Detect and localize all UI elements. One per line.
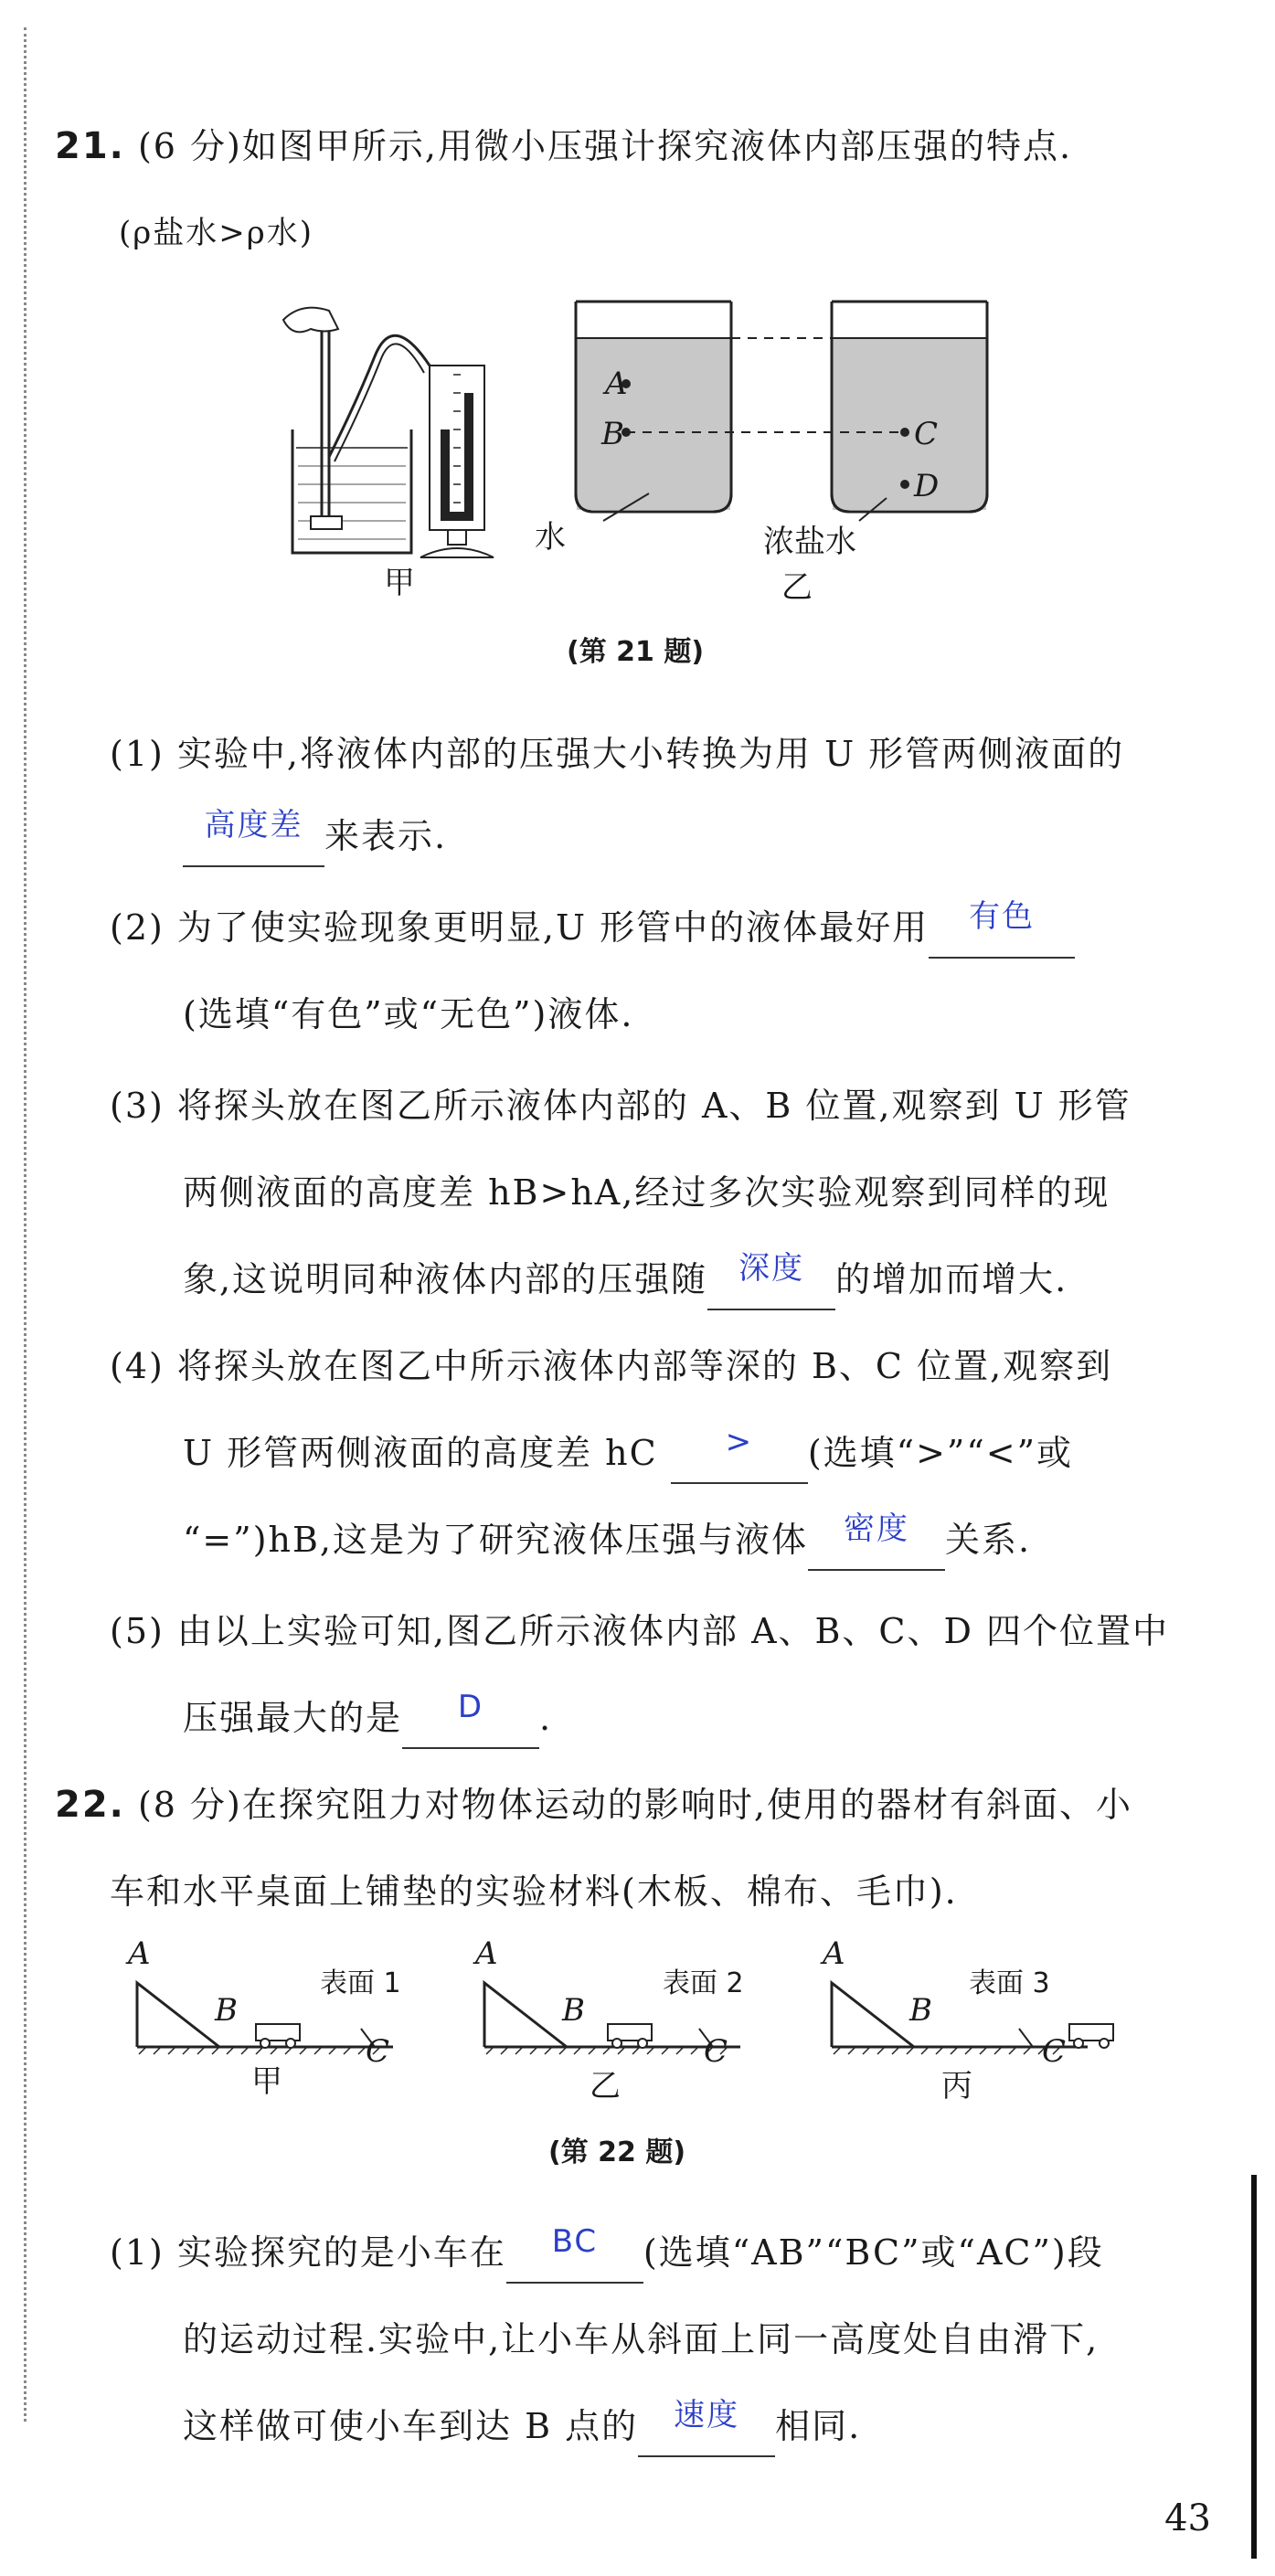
q21-part3-answer: 深度 xyxy=(707,1254,835,1310)
q21-part4-line1: (4) 将探头放在图乙中所示液体内部等深的 B、C 位置,观察到 xyxy=(110,1346,1113,1386)
fig-yi-point-a: A xyxy=(605,366,628,402)
ramp-bing-b: B xyxy=(909,1992,932,2029)
figure-jia-pressure-gauge xyxy=(274,292,512,567)
q21-stem: 如图甲所示,用微小压强计探究液体内部压强的特点. xyxy=(241,126,1073,166)
q21-number: 21. xyxy=(55,125,125,167)
q21-part3-line2: 两侧液面的高度差 hB>hA,经过多次实验观察到同样的现 xyxy=(183,1172,1110,1213)
q21-score: (6 分) xyxy=(137,126,242,166)
q21-header xyxy=(55,119,1072,174)
q22-part1-line1: (1) 实验探究的是小车在 BC (选填“AB”“BC”或“AC”)段 xyxy=(110,2225,1104,2284)
fig-yi-label: 乙 xyxy=(781,569,813,606)
q21-density-note: (ρ盐水>ρ水) xyxy=(119,215,313,251)
fig-yi-point-c: C xyxy=(914,416,939,452)
figure-yi-containers xyxy=(548,292,1060,530)
q22-score: (8 分) xyxy=(137,1785,242,1825)
q21-part5-answer: D xyxy=(402,1692,539,1749)
fig-yi-water-label: 水 xyxy=(535,519,566,556)
q21-part1-line2: 高度差 来表示. xyxy=(183,809,447,867)
ramp-jia-a: A xyxy=(128,1935,151,1972)
ramp-yi-label: 乙 xyxy=(590,2068,621,2104)
left-dotted-margin xyxy=(24,27,27,2422)
q21-part4-answer2: 密度 xyxy=(808,1514,945,1571)
q22-part1-line2: 的运动过程.实验中,让小车从斜面上同一高度处自由滑下, xyxy=(183,2319,1100,2359)
q22-stem-line1: 在探究阻力对物体运动的影响时,使用的器材有斜面、小 xyxy=(241,1785,1132,1825)
q22-header xyxy=(55,1777,1132,1832)
q21-part5-line2: 压强最大的是 D . xyxy=(183,1691,552,1749)
ramp-jia-b: B xyxy=(215,1992,238,2029)
ramp-bing-c: C xyxy=(1042,2033,1067,2070)
ramp-yi-b: B xyxy=(562,1992,585,2029)
right-edge-bar xyxy=(1251,2175,1257,2559)
fig-yi-point-b: B xyxy=(601,416,624,452)
q21-part2-line1: (2) 为了使实验现象更明显,U 形管中的液体最好用 有色 xyxy=(110,900,1075,959)
q21-part3-line1: (3) 将探头放在图乙所示液体内部的 A、B 位置,观察到 U 形管 xyxy=(110,1086,1132,1126)
page-number: 43 xyxy=(1164,2497,1211,2539)
q22-figure-caption: (第 22 题) xyxy=(548,2136,686,2168)
q21-part4-answer1: > xyxy=(671,1427,808,1484)
q21-part2-answer: 有色 xyxy=(929,902,1075,959)
ramp-bing-label: 丙 xyxy=(941,2068,972,2104)
ramp-jia-c: C xyxy=(366,2033,390,2070)
q21-part5-line1: (5) 由以上实验可知,图乙所示液体内部 A、B、C、D 四个位置中 xyxy=(110,1611,1170,1651)
ramp-yi-a: A xyxy=(475,1935,498,1972)
q22-stem-line2: 车和水平桌面上铺垫的实验材料(木板、棉布、毛巾). xyxy=(110,1871,958,1912)
q21-part2-line2: (选填“有色”或“无色”)液体. xyxy=(183,994,634,1034)
q21-part1-line1: (1) 实验中,将液体内部的压强大小转换为用 U 形管两侧液面的 xyxy=(110,734,1125,774)
fig-yi-point-d: D xyxy=(914,468,940,504)
q21-part4-line2: U 形管两侧液面的高度差 hC > (选填“>”“<”或 xyxy=(183,1426,1073,1484)
ramp-yi-c: C xyxy=(704,2033,728,2070)
q22-number: 22. xyxy=(55,1784,125,1826)
fig-yi-brine-label: 浓盐水 xyxy=(763,524,856,560)
ramp-jia-label: 甲 xyxy=(251,2063,282,2100)
q22-part1-answer1: BC xyxy=(506,2227,643,2284)
q21-part1-answer: 高度差 xyxy=(183,811,324,867)
ramp-yi-surface: 表面 2 xyxy=(663,1967,744,1999)
q22-part1-line3: 这样做可使小车到达 B 点的 速度 相同. xyxy=(183,2399,861,2457)
q21-figure-caption: (第 21 题) xyxy=(567,636,705,668)
ramp-bing-surface: 表面 3 xyxy=(969,1967,1050,1999)
fig-jia-label: 甲 xyxy=(384,565,415,601)
q22-part1-answer2: 速度 xyxy=(638,2401,775,2457)
ramp-jia-surface: 表面 1 xyxy=(320,1967,401,1999)
q21-part3-line3: 象,这说明同种液体内部的压强随 深度 的增加而增大. xyxy=(183,1252,1068,1310)
q21-part4-line3: “=”)hB,这是为了研究液体压强与液体 密度 关系. xyxy=(183,1512,1031,1571)
ramp-bing-a: A xyxy=(823,1935,845,1972)
